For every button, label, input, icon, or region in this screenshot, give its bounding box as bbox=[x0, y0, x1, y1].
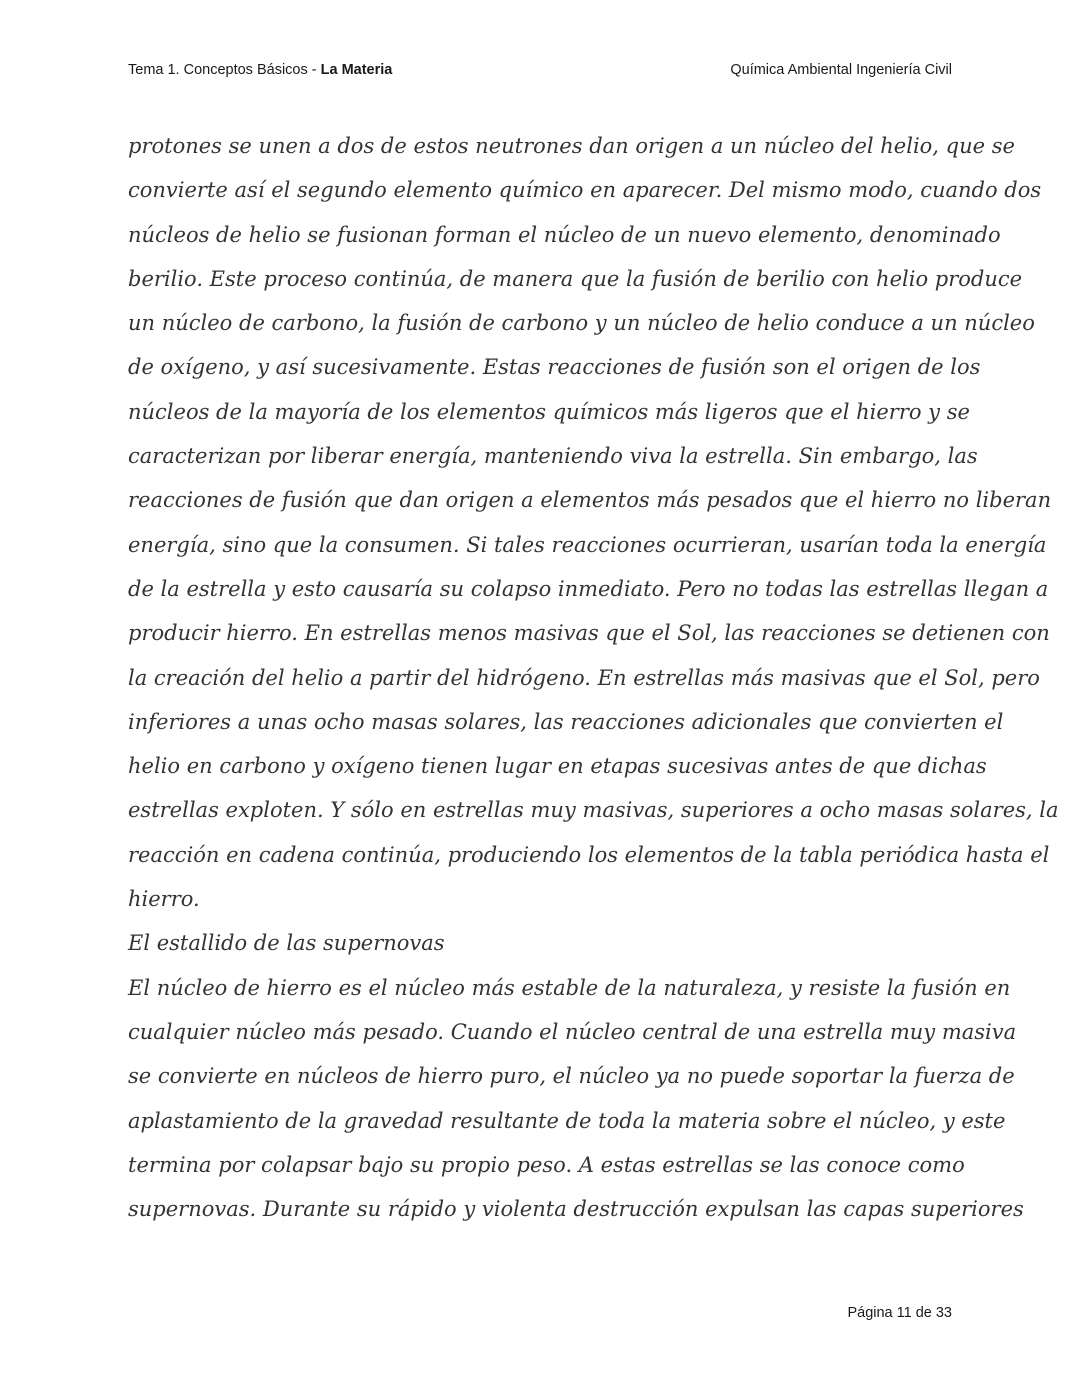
text-line: supernovas. Durante su rápido y violenta destrucción expulsan las capas superiores bbox=[128, 1197, 1024, 1222]
text-line: cualquier núcleo más pesado. Cuando el núcleo central de una estrella muy masiva bbox=[128, 1019, 1017, 1044]
header-subject: Química Ambiental Ingeniería Civil bbox=[730, 62, 952, 78]
page-number: Página 11 de 33 bbox=[847, 1305, 952, 1321]
text-line: aplastamiento de la gravedad resultante de toda la materia sobre el núcleo, y este bbox=[128, 1108, 1006, 1133]
text-line: núcleos de helio se fusionan forman el núcleo de un nuevo elemento, denominado bbox=[128, 222, 1001, 247]
text-line: estrellas exploten. Y sólo en estrellas muy masivas, superiores a ocho masas solares, la bbox=[128, 798, 1059, 823]
text-line: núcleos de la mayoría de los elementos químicos más ligeros que el hierro y se bbox=[128, 399, 970, 424]
text-line: convierte así el segundo elemento químico en aparecer. Del mismo modo, cuando dos bbox=[128, 178, 1042, 203]
text-line: El núcleo de hierro es el núcleo más estable de la naturaleza, y resiste la fusión en bbox=[128, 975, 1011, 1000]
text-line: reacción en cadena continúa, produciendo los elementos de la tabla periódica hasta el bbox=[128, 842, 1050, 867]
text-line: inferiores a unas ocho masas solares, las reacciones adicionales que convierten el bbox=[128, 709, 1004, 734]
text-line: se convierte en núcleos de hierro puro, el núcleo ya no puede soportar la fuerza de bbox=[128, 1064, 1015, 1089]
header-course-topic bbox=[128, 62, 392, 78]
text-line: berilio. Este proceso continúa, de manera que la fusión de berilio con helio produce bbox=[128, 266, 1023, 291]
text-line: termina por colapsar bajo su propio peso. A estas estrellas se las conoce como bbox=[128, 1152, 965, 1177]
text-line: energía, sino que la consumen. Si tales reacciones ocurrieran, usarían toda la energía bbox=[128, 532, 1047, 557]
page-header bbox=[128, 62, 952, 84]
text-line: protones se unen a dos de estos neutrones dan origen a un núcleo del helio, que se bbox=[128, 134, 1015, 158]
section-heading: El estallido de las supernovas bbox=[128, 931, 445, 956]
text-line: la creación del helio a partir del hidrógeno. En estrellas más masivas que el Sol, pero bbox=[128, 665, 1040, 690]
text-line: un núcleo de carbono, la fusión de carbono y un núcleo de helio conduce a un núcleo bbox=[128, 311, 1035, 336]
text-line: helio en carbono y oxígeno tienen lugar en etapas sucesivas antes de que dichas bbox=[128, 754, 987, 779]
text-line: hierro. bbox=[128, 887, 200, 912]
text-line: de la estrella y esto causaría su colapso inmediato. Pero no todas las estrellas llegan a bbox=[128, 576, 1049, 601]
header-topic-title: La Materia bbox=[320, 62, 393, 78]
header-topic-prefix: Tema 1. Conceptos Básicos - bbox=[128, 62, 321, 78]
text-line: producir hierro. En estrellas menos masivas que el Sol, las reacciones se detienen con bbox=[128, 621, 1050, 646]
text-line: caracterizan por liberar energía, manteniendo viva la estrella. Sin embargo, las bbox=[128, 444, 978, 469]
text-line: de oxígeno, y así sucesivamente. Estas reacciones de fusión son el origen de los bbox=[128, 355, 981, 380]
body-text bbox=[128, 124, 1059, 1231]
text-line: reacciones de fusión que dan origen a elementos más pesados que el hierro no liberan bbox=[128, 488, 1052, 513]
